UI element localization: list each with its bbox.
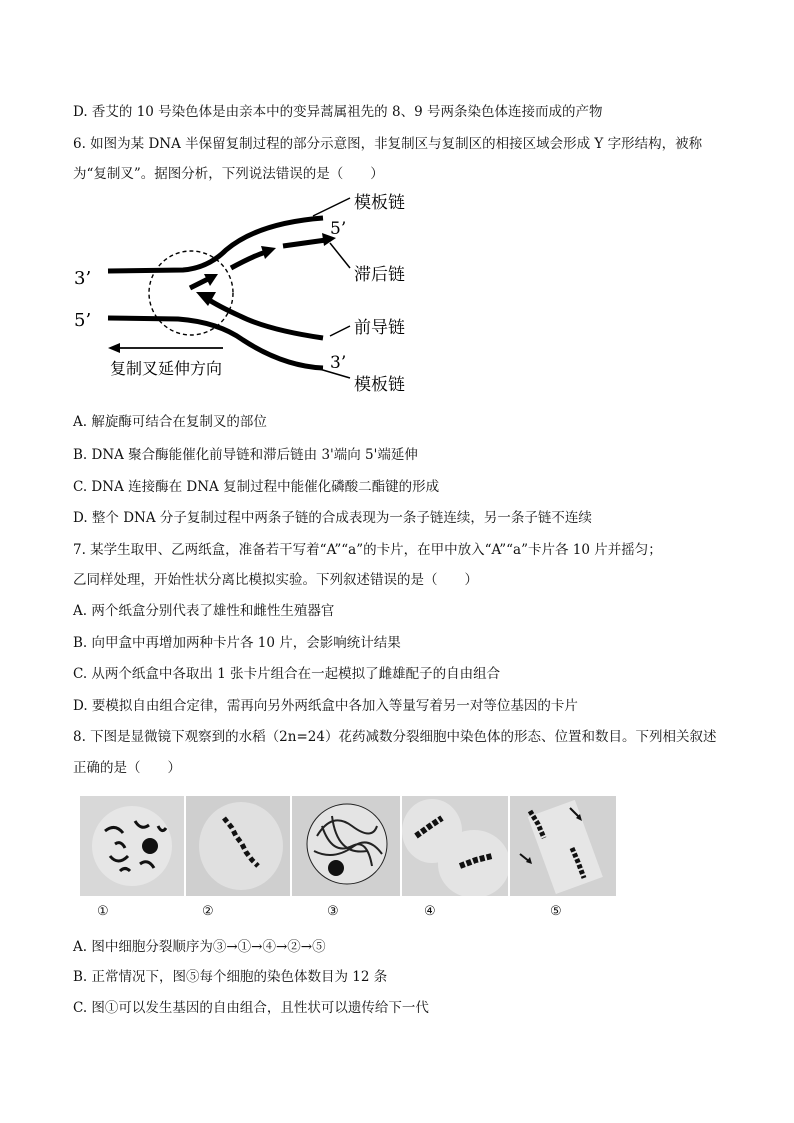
option-8a: A. 图中细胞分裂顺序为③→①→④→②→⑤ bbox=[73, 939, 326, 955]
question-6-stem: 6. 如图为某 DNA 半保留复制过程的部分示意图，非复制区与复制区的相接区域会形成 Y 字形结构，被称 bbox=[73, 136, 703, 152]
label-5prime-left: 5’ bbox=[74, 310, 92, 331]
option-7a: A. 两个纸盒分别代表了雄性和雌性生殖器官 bbox=[73, 603, 335, 619]
label-direction: 复制叉延伸方向 bbox=[110, 359, 223, 378]
question-8-stem: 8. 下图是显微镜下观察到的水稻（2n=24）花药减数分裂细胞中染色体的形态、位置和数目。下列相关叙述 bbox=[73, 729, 717, 745]
label-3prime-bottom: 3’ bbox=[330, 353, 347, 373]
micrograph-4 bbox=[402, 796, 508, 896]
micrograph-5 bbox=[510, 796, 616, 896]
option-6d: D. 整个 DNA 分子复制过程中两条子链的合成表现为一条子链连续，另一条子链不连续 bbox=[73, 510, 592, 526]
option-6a: A. 解旋酶可结合在复制叉的部位 bbox=[73, 414, 267, 430]
option-5d: D. 香艾的 10 号染色体是由亲本中的变异蒿属祖先的 8、9 号两条染色体连接而成的产物 bbox=[73, 104, 603, 120]
question-7-stem: 7. 某学生取甲、乙两纸盒，准备若干写着“A”“a”的卡片，在甲中放入“A”“a”卡片各 10 片并摇匀； bbox=[73, 542, 662, 558]
option-7d: D. 要模拟自由组合定律，需再向另外两纸盒中各加入等量写着另一对等位基因的卡片 bbox=[73, 698, 578, 714]
label-leading: 前导链 bbox=[354, 318, 405, 338]
option-6b: B. DNA 聚合酶能催化前导链和滞后链由 3'端向 5'端延伸 bbox=[73, 447, 418, 463]
label-5prime-top: 5’ bbox=[330, 219, 347, 239]
micrograph-label-1: ① bbox=[97, 904, 109, 919]
micrograph-1 bbox=[80, 796, 184, 896]
replication-fork-diagram bbox=[68, 188, 428, 398]
option-6c: C. DNA 连接酶在 DNA 复制过程中能催化磷酸二酯键的形成 bbox=[73, 479, 440, 495]
option-8b: B. 正常情况下，图⑤每个细胞的染色体数目为 12 条 bbox=[73, 969, 388, 985]
question-7-stem-cont: 乙同样处理，开始性状分离比模拟实验。下列叙述错误的是（ ） bbox=[73, 572, 478, 588]
label-template-bottom: 模板链 bbox=[354, 375, 405, 395]
option-7c: C. 从两个纸盒中各取出 1 张卡片组合在一起模拟了雌雄配子的自由组合 bbox=[73, 666, 501, 682]
micrograph-label-2: ② bbox=[202, 904, 214, 919]
upper-template-pointer bbox=[313, 198, 350, 216]
micrograph-strip bbox=[80, 796, 620, 896]
question-8-stem-cont: 正确的是（ ） bbox=[73, 760, 181, 776]
micrograph-2 bbox=[186, 796, 290, 896]
option-7b: B. 向甲盒中再增加两种卡片各 10 片，会影响统计结果 bbox=[73, 635, 401, 651]
option-8c: C. 图①可以发生基因的自由组合，且性状可以遗传给下一代 bbox=[73, 1000, 429, 1016]
okazaki-fragment-2 bbox=[231, 252, 266, 268]
micrograph-label-3: ③ bbox=[327, 904, 339, 919]
label-lagging: 滞后链 bbox=[354, 265, 405, 285]
okazaki-fragment-3 bbox=[283, 240, 326, 246]
label-template-top: 模板链 bbox=[354, 193, 405, 213]
micrograph-label-5: ⑤ bbox=[550, 904, 562, 919]
label-3prime-left: 3’ bbox=[74, 268, 92, 289]
micrograph-label-4: ④ bbox=[424, 904, 436, 919]
micrograph-3 bbox=[292, 796, 400, 896]
leading-pointer bbox=[330, 326, 350, 336]
lagging-pointer bbox=[330, 243, 350, 268]
leading-strand bbox=[206, 298, 323, 338]
question-6-stem-cont: 为“复制叉”。据图分析，下列说法错误的是（ ） bbox=[73, 166, 384, 182]
